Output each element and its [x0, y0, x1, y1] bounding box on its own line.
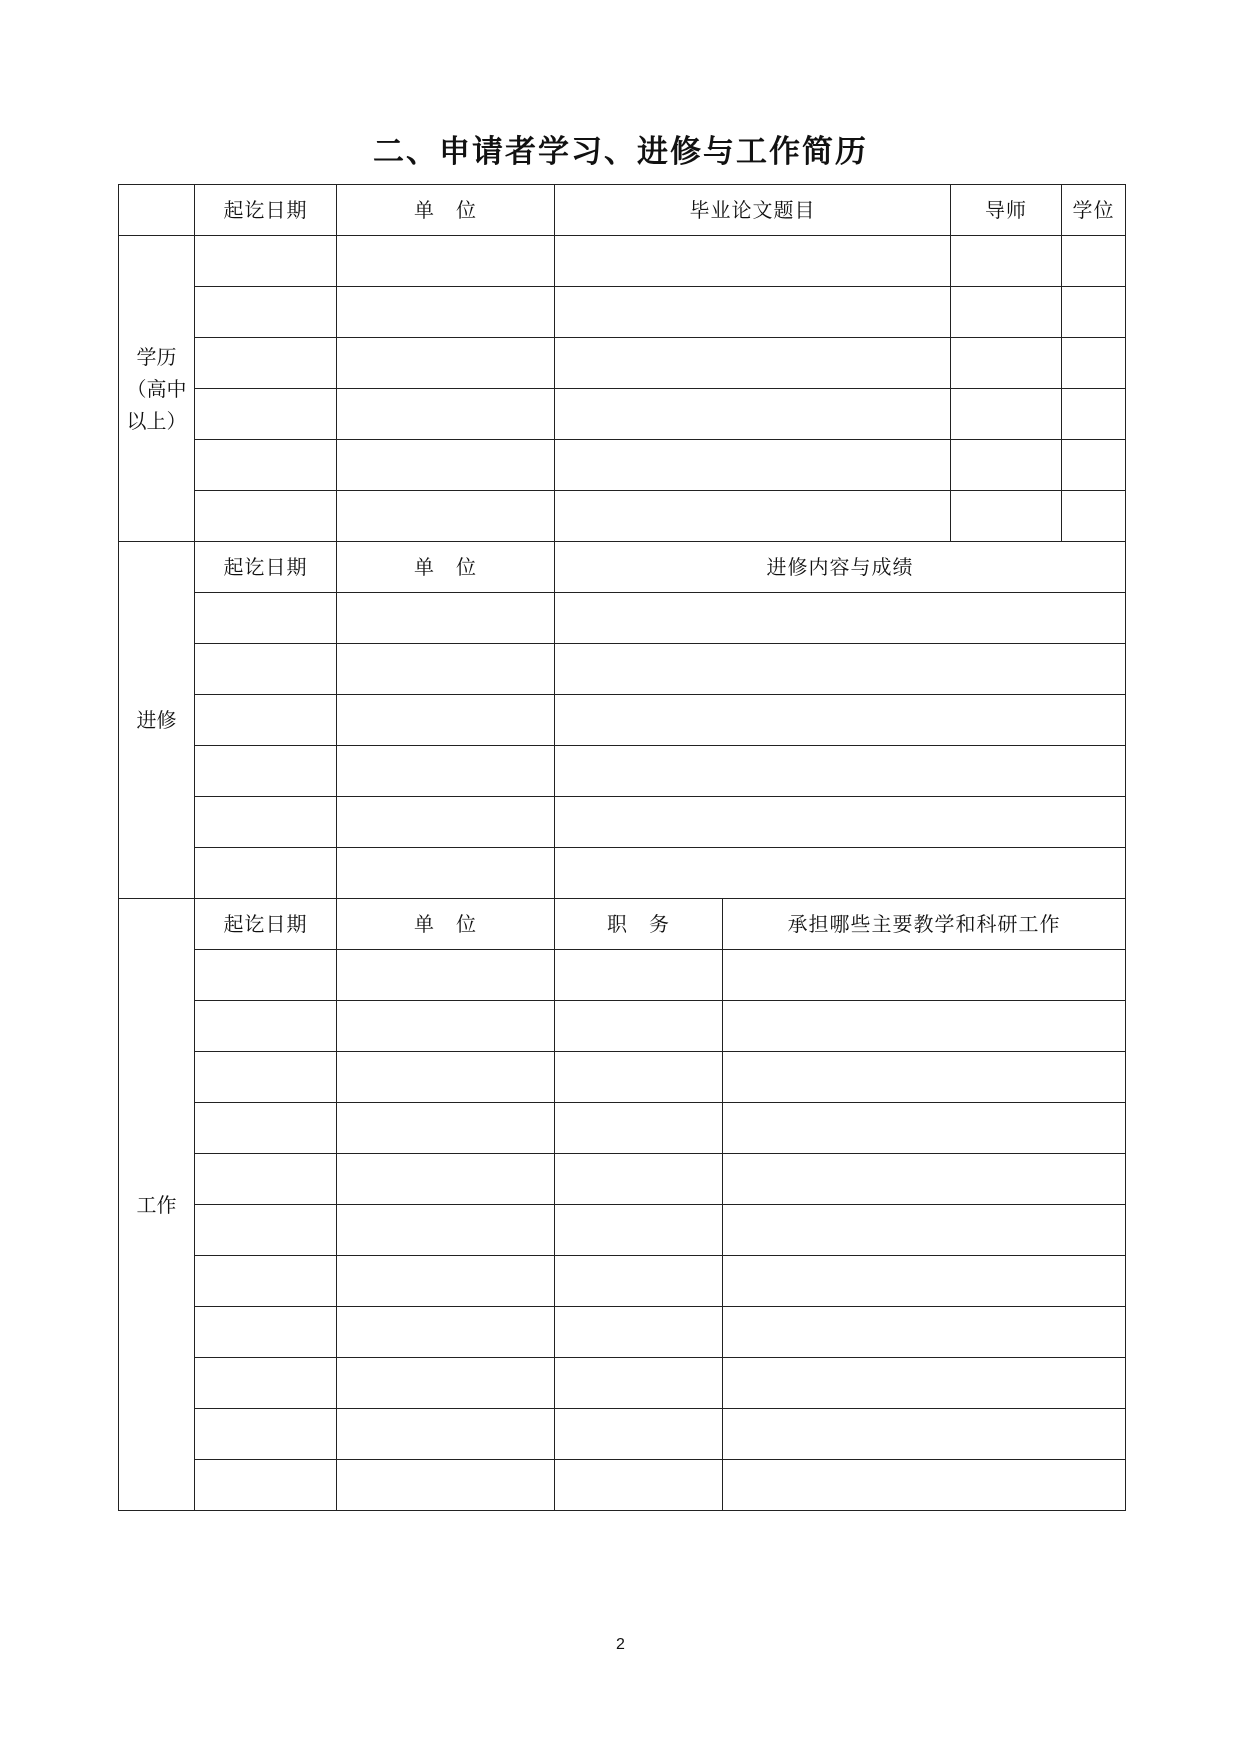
work-unit-field[interactable] — [337, 1358, 555, 1409]
education-degree-field[interactable] — [1062, 389, 1126, 440]
training-dates-field[interactable] — [195, 695, 337, 746]
training-header-unit: 单 位 — [337, 542, 555, 593]
education-dates-field[interactable] — [195, 491, 337, 542]
page-title: 二、申请者学习、进修与工作简历 — [373, 134, 868, 170]
training-unit-field[interactable] — [337, 848, 555, 899]
work-row — [119, 1154, 1126, 1205]
work-unit-field[interactable] — [337, 1052, 555, 1103]
work-unit-field[interactable] — [337, 1154, 555, 1205]
training-dates-field[interactable] — [195, 593, 337, 644]
work-header-row — [119, 899, 1126, 950]
work-duties-field[interactable] — [723, 1205, 1126, 1256]
work-row — [119, 1001, 1126, 1052]
training-content-field[interactable] — [555, 848, 1126, 899]
work-unit-field[interactable] — [337, 1460, 555, 1511]
education-advisor-field[interactable] — [951, 440, 1062, 491]
training-row — [119, 746, 1126, 797]
education-dates-field[interactable] — [195, 236, 337, 287]
work-position-field[interactable] — [555, 1358, 723, 1409]
work-duties-field[interactable] — [723, 1460, 1126, 1511]
work-dates-field[interactable] — [195, 1307, 337, 1358]
education-unit-field[interactable] — [337, 389, 555, 440]
work-section-label: 工作 — [119, 899, 195, 1511]
work-duties-field[interactable] — [723, 1256, 1126, 1307]
education-degree-field[interactable] — [1062, 287, 1126, 338]
education-unit-field[interactable] — [337, 491, 555, 542]
training-row — [119, 848, 1126, 899]
education-advisor-field[interactable] — [951, 389, 1062, 440]
education-row — [119, 491, 1126, 542]
education-row — [119, 389, 1126, 440]
training-unit-field[interactable] — [337, 797, 555, 848]
resume-table — [118, 184, 1126, 1511]
education-unit-field[interactable] — [337, 287, 555, 338]
work-duties-field[interactable] — [723, 1358, 1126, 1409]
work-unit-field[interactable] — [337, 1103, 555, 1154]
work-dates-field[interactable] — [195, 1409, 337, 1460]
training-unit-field[interactable] — [337, 593, 555, 644]
work-position-field[interactable] — [555, 1307, 723, 1358]
education-advisor-field[interactable] — [951, 236, 1062, 287]
work-position-field[interactable] — [555, 1001, 723, 1052]
work-dates-field[interactable] — [195, 1205, 337, 1256]
work-duties-field[interactable] — [723, 1052, 1126, 1103]
work-position-field[interactable] — [555, 950, 723, 1001]
corner-cell — [119, 185, 195, 236]
training-dates-field[interactable] — [195, 797, 337, 848]
work-dates-field[interactable] — [195, 1358, 337, 1409]
work-duties-field[interactable] — [723, 1154, 1126, 1205]
work-position-field[interactable] — [555, 1052, 723, 1103]
education-dates-field[interactable] — [195, 338, 337, 389]
training-content-field[interactable] — [555, 695, 1126, 746]
header-dates: 起讫日期 — [195, 185, 337, 236]
training-section-label: 进修 — [119, 542, 195, 899]
work-duties-field[interactable] — [723, 1307, 1126, 1358]
training-row — [119, 695, 1126, 746]
work-unit-field[interactable] — [337, 950, 555, 1001]
work-row — [119, 1052, 1126, 1103]
work-dates-field[interactable] — [195, 1052, 337, 1103]
education-degree-field[interactable] — [1062, 440, 1126, 491]
training-dates-field[interactable] — [195, 644, 337, 695]
training-dates-field[interactable] — [195, 746, 337, 797]
work-row — [119, 1307, 1126, 1358]
education-advisor-field[interactable] — [951, 338, 1062, 389]
header-unit: 单 位 — [337, 185, 555, 236]
training-unit-field[interactable] — [337, 695, 555, 746]
education-thesis-field[interactable] — [555, 440, 951, 491]
education-degree-field[interactable] — [1062, 491, 1126, 542]
page-number: 2 — [616, 1636, 625, 1653]
work-dates-field[interactable] — [195, 1103, 337, 1154]
education-section-label: 学历（高中以上） — [119, 236, 195, 542]
training-unit-field[interactable] — [337, 644, 555, 695]
header-advisor: 导师 — [951, 185, 1062, 236]
education-row — [119, 287, 1126, 338]
training-content-field[interactable] — [555, 593, 1126, 644]
education-thesis-field[interactable] — [555, 287, 951, 338]
work-header-unit: 单 位 — [337, 899, 555, 950]
work-position-field[interactable] — [555, 1154, 723, 1205]
education-advisor-field[interactable] — [951, 287, 1062, 338]
work-duties-field[interactable] — [723, 950, 1126, 1001]
work-duties-field[interactable] — [723, 1409, 1126, 1460]
work-unit-field[interactable] — [337, 1256, 555, 1307]
work-position-field[interactable] — [555, 1460, 723, 1511]
training-unit-field[interactable] — [337, 746, 555, 797]
education-advisor-field[interactable] — [951, 491, 1062, 542]
work-row — [119, 950, 1126, 1001]
training-content-field[interactable] — [555, 746, 1126, 797]
training-row — [119, 593, 1126, 644]
education-row — [119, 338, 1126, 389]
education-unit-field[interactable] — [337, 236, 555, 287]
education-degree-field[interactable] — [1062, 338, 1126, 389]
education-unit-field[interactable] — [337, 440, 555, 491]
work-unit-field[interactable] — [337, 1307, 555, 1358]
header-thesis: 毕业论文题目 — [555, 185, 951, 236]
work-unit-field[interactable] — [337, 1205, 555, 1256]
work-position-field[interactable] — [555, 1409, 723, 1460]
work-position-field[interactable] — [555, 1205, 723, 1256]
work-dates-field[interactable] — [195, 950, 337, 1001]
training-row — [119, 644, 1126, 695]
work-position-field[interactable] — [555, 1256, 723, 1307]
education-unit-field[interactable] — [337, 338, 555, 389]
education-row — [119, 440, 1126, 491]
work-duties-field[interactable] — [723, 1001, 1126, 1052]
work-row — [119, 1256, 1126, 1307]
work-dates-field[interactable] — [195, 1256, 337, 1307]
work-row — [119, 1205, 1126, 1256]
work-dates-field[interactable] — [195, 1460, 337, 1511]
education-header-row — [119, 185, 1126, 236]
work-row — [119, 1409, 1126, 1460]
education-row — [119, 236, 1126, 287]
work-duties-field[interactable] — [723, 1103, 1126, 1154]
education-degree-field[interactable] — [1062, 236, 1126, 287]
training-header-row — [119, 542, 1126, 593]
work-header-duties: 承担哪些主要教学和科研工作 — [723, 899, 1126, 950]
work-row — [119, 1460, 1126, 1511]
work-position-field[interactable] — [555, 1103, 723, 1154]
work-dates-field[interactable] — [195, 1001, 337, 1052]
work-row — [119, 1103, 1126, 1154]
education-thesis-field[interactable] — [555, 236, 951, 287]
training-header-content: 进修内容与成绩 — [555, 542, 1126, 593]
education-thesis-field[interactable] — [555, 491, 951, 542]
education-dates-field[interactable] — [195, 440, 337, 491]
training-row — [119, 797, 1126, 848]
training-content-field[interactable] — [555, 644, 1126, 695]
work-header-dates: 起讫日期 — [195, 899, 337, 950]
work-row — [119, 1358, 1126, 1409]
work-header-position: 职 务 — [555, 899, 723, 950]
education-thesis-field[interactable] — [555, 338, 951, 389]
header-degree: 学位 — [1062, 185, 1126, 236]
training-header-dates: 起讫日期 — [195, 542, 337, 593]
work-dates-field[interactable] — [195, 1154, 337, 1205]
training-content-field[interactable] — [555, 797, 1126, 848]
work-unit-field[interactable] — [337, 1409, 555, 1460]
education-thesis-field[interactable] — [555, 389, 951, 440]
education-dates-field[interactable] — [195, 287, 337, 338]
training-dates-field[interactable] — [195, 848, 337, 899]
work-unit-field[interactable] — [337, 1001, 555, 1052]
education-dates-field[interactable] — [195, 389, 337, 440]
